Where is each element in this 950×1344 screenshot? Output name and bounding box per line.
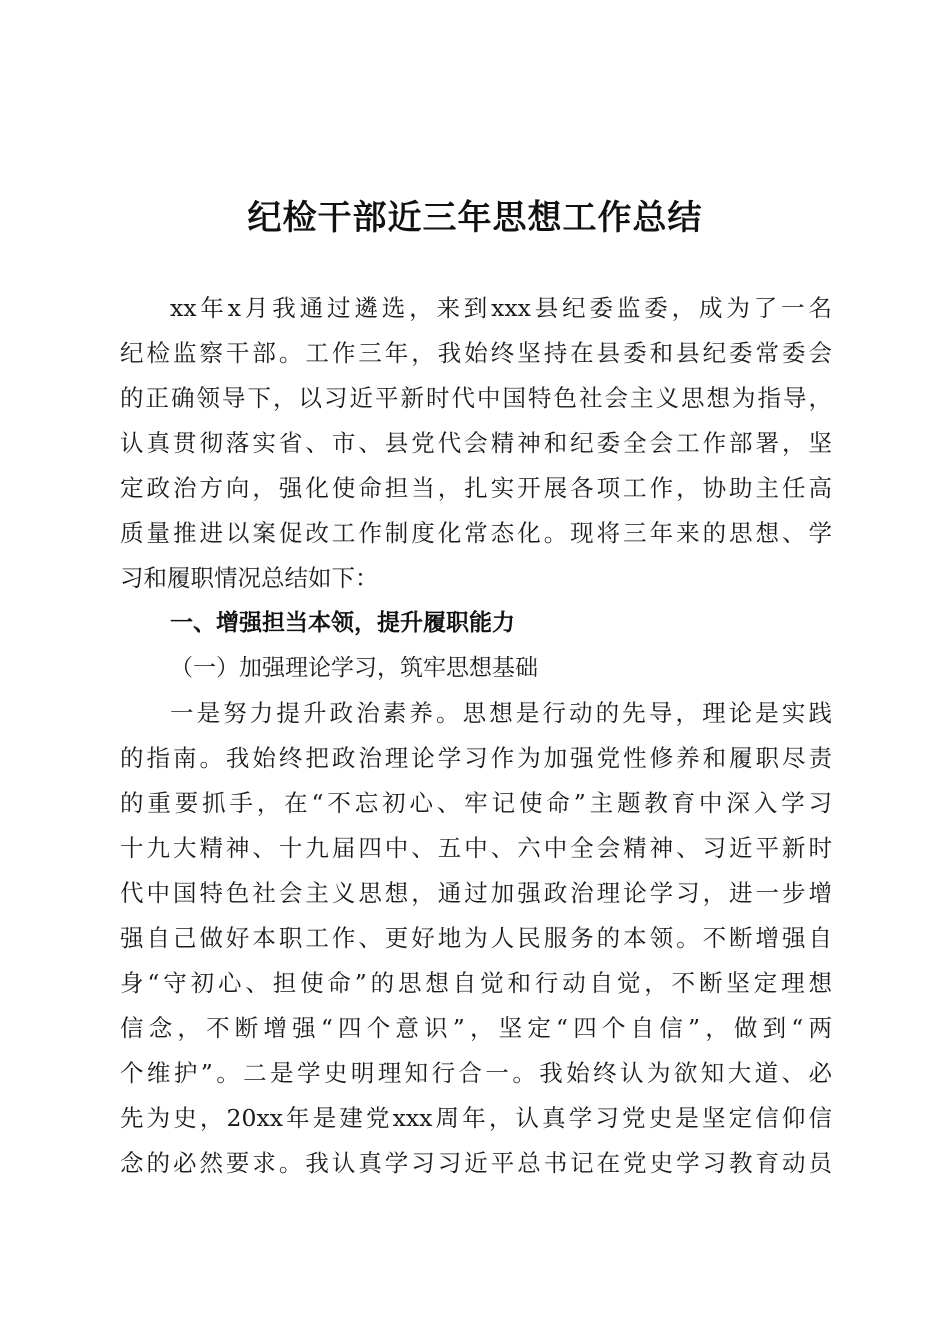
paragraph-line: 代中国特色社会主义思想，通过加强政治理论学习，进一步增 — [120, 879, 832, 907]
paragraph-line: 先为史，20xx年是建党xxx周年，认真学习党史是坚定信仰信 — [120, 1104, 832, 1132]
subsection-heading: （一）加强理论学习，筑牢思想基础 — [170, 655, 538, 681]
paragraph-line: 身“守初心、担使命”的思想自觉和行动自觉，不断坚定理想 — [120, 969, 832, 997]
paragraph-line: 习和履职情况总结如下： — [120, 564, 379, 592]
paragraph-line: 的正确领导下，以习近平新时代中国特色社会主义思想为指导， — [120, 384, 832, 412]
document-title: 纪检干部近三年思想工作总结 — [247, 198, 703, 238]
paragraph-line: 定政治方向，强化使命担当，扎实开展各项工作，协助主任高 — [120, 474, 832, 502]
paragraph-line: 的重要抓手，在“不忘初心、牢记使命”主题教育中深入学习 — [120, 789, 832, 817]
paragraph-line: 的指南。我始终把政治理论学习作为加强党性修养和履职尽责 — [120, 744, 832, 772]
paragraph-line: 认真贯彻落实省、市、县党代会精神和纪委全会工作部署，坚 — [120, 429, 832, 457]
paragraph-line: 强自己做好本职工作、更好地为人民服务的本领。不断增强自 — [120, 924, 832, 952]
paragraph-line: 一是努力提升政治素养。思想是行动的先导，理论是实践 — [170, 699, 832, 727]
paragraph-line: 纪检监察干部。工作三年，我始终坚持在县委和县纪委常委会 — [120, 339, 832, 367]
paragraph-line: 念的必然要求。我认真学习习近平总书记在党史学习教育动员 — [120, 1149, 832, 1177]
paragraph-line: 十九大精神、十九届四中、五中、六中全会精神、习近平新时 — [120, 834, 832, 862]
paragraph-line: 信念，不断增强“四个意识”，坚定“四个自信”，做到“两 — [120, 1014, 832, 1042]
section-heading: 一、增强担当本领，提升履职能力 — [170, 610, 515, 636]
paragraph-line: 个维护”。二是学史明理知行合一。我始终认为欲知大道、必 — [120, 1059, 832, 1087]
paragraph-line: xx年x月我通过遴选，来到xxx县纪委监委，成为了一名 — [170, 294, 832, 322]
paragraph-line: 质量推进以案促改工作制度化常态化。现将三年来的思想、学 — [120, 519, 832, 547]
